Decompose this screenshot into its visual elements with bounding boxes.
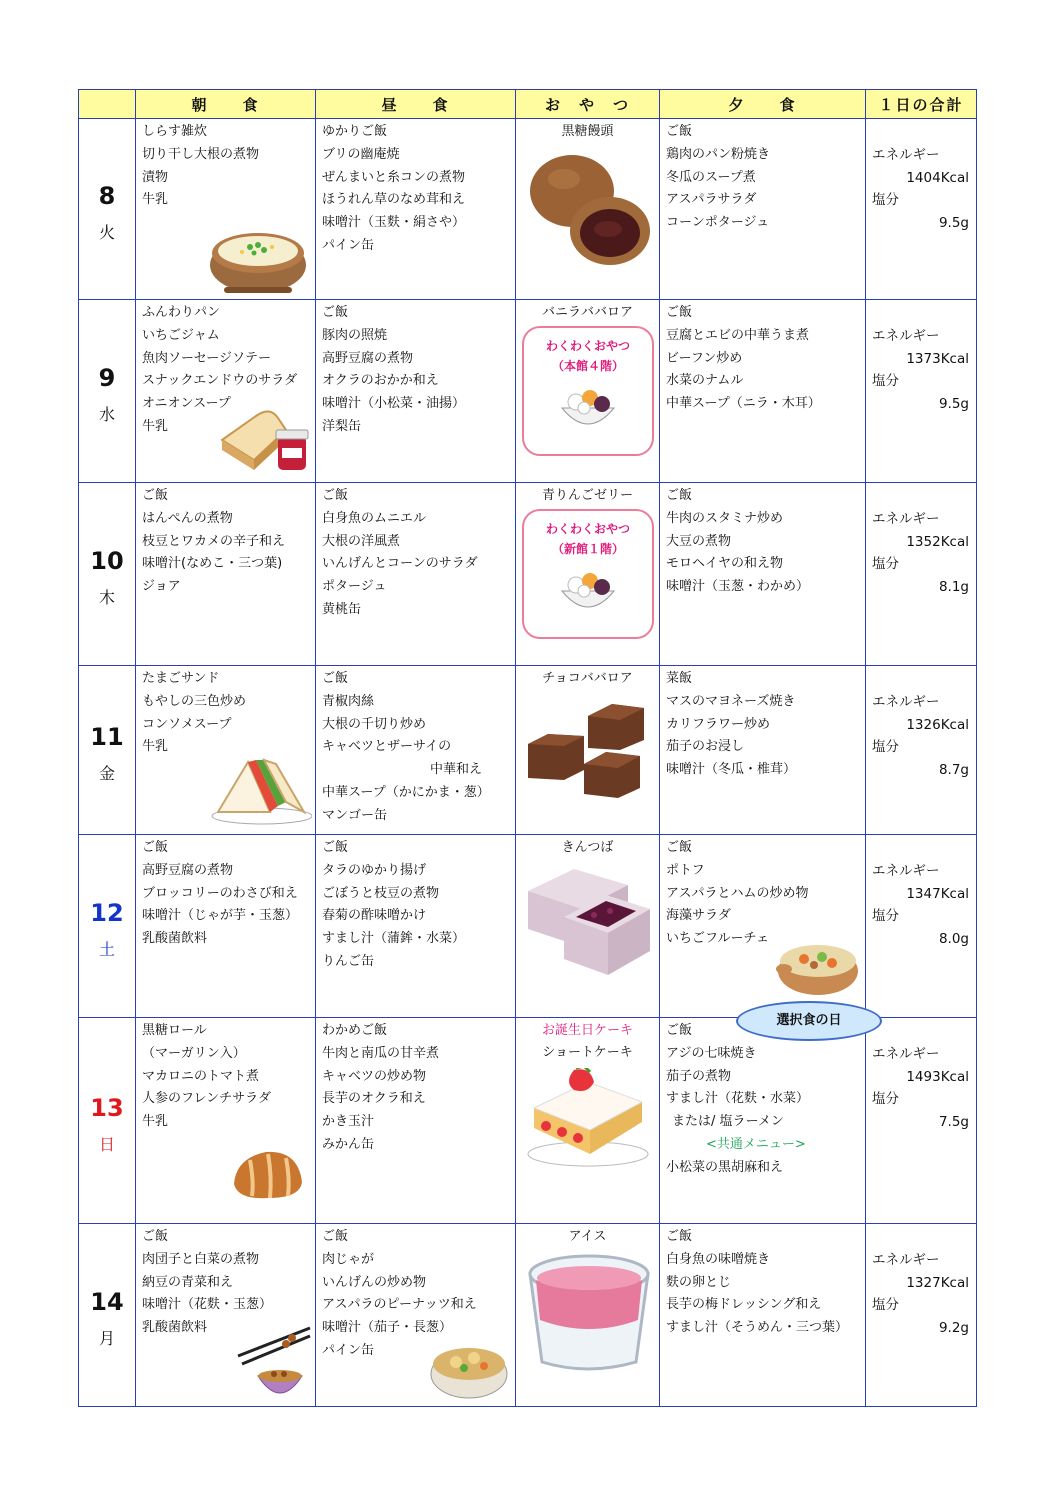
day-number: 9: [98, 364, 116, 392]
menu-item: ご飯: [666, 488, 693, 503]
menu-item: カリフラワー炒め: [666, 716, 771, 732]
menu-item: 海藻サラダ: [666, 908, 731, 924]
salt-label: 塩分: [872, 1297, 899, 1314]
menu-item: 洋梨缶: [322, 418, 362, 434]
day-cell: [79, 300, 136, 483]
menu-table: [78, 89, 977, 1407]
menu-item: かき玉汁: [322, 1114, 375, 1130]
menu-item: 味噌汁（玉麩・絹さや）: [322, 215, 466, 231]
snack-name: 青りんごゼリー: [541, 488, 633, 503]
menu-item: ご飯: [666, 1023, 693, 1038]
menu-item: 豆腐とエビの中華うま煮: [666, 327, 810, 343]
menu-item: 牛乳: [142, 418, 169, 434]
menu-item: 春菊の酢味噌かけ: [322, 908, 427, 924]
day-of-week: 土: [98, 940, 115, 959]
menu-item: ご飯: [322, 488, 349, 503]
energy-label: エネルギー: [872, 1251, 940, 1268]
menu-item: もやしの三色炒め: [142, 693, 247, 709]
energy-value: 1347Kcal: [906, 885, 969, 902]
menu-item: 人参のフレンチサラダ: [142, 1091, 272, 1107]
day-cell: [79, 666, 136, 835]
menu-item: ご飯: [142, 840, 169, 855]
salt-value: 8.7g: [938, 762, 969, 779]
header-snack: お や つ: [516, 90, 660, 119]
menu-item: オニオンスープ: [142, 396, 231, 412]
salt-value: 9.5g: [938, 215, 969, 232]
total-cell: [866, 300, 977, 483]
menu-item: 茄子のお浸し: [666, 739, 745, 755]
snack-name: ショートケーキ: [542, 1045, 633, 1060]
menu-item: 味噌汁（小松菜・油揚）: [322, 396, 466, 412]
salt-value: 9.5g: [938, 396, 969, 413]
day-number: 12: [90, 899, 124, 927]
snack-cell: [516, 483, 660, 666]
energy-value: 1493Kcal: [906, 1068, 969, 1085]
menu-item: ご飯: [666, 124, 693, 139]
menu-item: マカロニのトマト煮: [142, 1068, 260, 1084]
dinner-cell: [660, 119, 866, 300]
menu-item: 黄桃缶: [322, 601, 362, 617]
energy-label: エネルギー: [872, 327, 940, 344]
bread-roll-illustration: [230, 1142, 306, 1204]
breakfast-cell: [136, 1018, 316, 1224]
menu-item: ゆかりご飯: [322, 124, 388, 139]
menu-item: すまし汁（花麩・水菜）: [666, 1091, 810, 1107]
menu-item: 牛肉のスタミナ炒め: [666, 510, 784, 526]
menu-item: いちごフルーチェ: [666, 931, 770, 947]
energy-value: 1326Kcal: [906, 716, 969, 733]
menu-item: 水菜のナムル: [666, 373, 744, 389]
menu-item: オクラのおかか和え: [322, 373, 439, 389]
header-row: [79, 90, 977, 119]
day-row-12: [79, 835, 977, 1018]
menu-item: 麩の卵とじ: [666, 1274, 732, 1290]
energy-value: 1327Kcal: [906, 1274, 969, 1291]
menu-item: アスパラサラダ: [666, 192, 757, 208]
menu-item: ご飯: [666, 840, 693, 855]
menu-item: いちごジャム: [142, 327, 220, 343]
menu-item: 長芋のオクラ和え: [322, 1091, 426, 1107]
breakfast-cell: [136, 1224, 316, 1407]
menu-item: ご飯: [322, 840, 349, 855]
lunch-cell: [316, 483, 516, 666]
menu-item: わかめご飯: [322, 1023, 388, 1038]
ice-cream-cup-illustration: [524, 1252, 654, 1376]
dinner-cell: [660, 1224, 866, 1407]
day-of-week: 木: [98, 588, 115, 607]
menu-item: 漬物: [142, 169, 169, 185]
lunch-cell: [316, 666, 516, 835]
menu-item: または/ 塩ラーメン: [672, 1114, 784, 1130]
menu-item: （マーガリン入）: [142, 1045, 246, 1061]
menu-item: 味噌汁（花麩・玉葱）: [142, 1297, 273, 1313]
waku-event-box: [522, 326, 654, 456]
salt-label: 塩分: [872, 1091, 899, 1108]
dinner-cell: [660, 1018, 866, 1224]
snack-name: 黒糖饅頭: [561, 124, 614, 139]
snack-cell: [516, 1224, 660, 1407]
energy-label: エネルギー: [872, 862, 940, 879]
day-of-week: 火: [98, 223, 115, 242]
menu-item: 牛乳: [142, 192, 169, 208]
menu-item: ブロッコリーのわさび和え: [142, 885, 298, 901]
menu-item: ご飯: [142, 1229, 169, 1244]
menu-item: 菜飯: [666, 671, 693, 686]
egg-sandwich-illustration: [208, 754, 312, 826]
day-of-week: 日: [98, 1134, 115, 1154]
snack-name: バニラババロア: [541, 305, 633, 320]
menu-item: ご飯: [322, 305, 349, 320]
lunch-cell: [316, 300, 516, 483]
snack-name: チョコババロア: [542, 671, 633, 686]
menu-item: 乳酸菌飲料: [142, 1320, 208, 1336]
day-row-10: [79, 483, 977, 666]
menu-item: キャベツの炒め物: [322, 1068, 427, 1084]
day-cell: [79, 835, 136, 1018]
menu-item: 味噌汁（じゃが芋・玉葱）: [142, 908, 299, 924]
menu-item: 鶏肉のパン粉焼き: [666, 146, 771, 162]
salt-label: 塩分: [872, 192, 899, 209]
salt-label: 塩分: [872, 739, 899, 756]
lunch-cell: [316, 1018, 516, 1224]
menu-item: 中華和え: [430, 762, 483, 778]
menu-item: 茄子の煮物: [666, 1068, 732, 1084]
event-location: （本館４階）: [551, 359, 624, 373]
menu-item: 中華スープ（ニラ・木耳）: [666, 396, 821, 412]
selection-meal-day-badge: 選択食の日: [736, 1001, 882, 1041]
menu-item: アスパラのピーナッツ和え: [322, 1297, 477, 1313]
menu-item: ポタージュ: [322, 579, 387, 595]
menu-item: しらす雑炊: [142, 124, 208, 139]
menu-item: モロヘイヤの和え物: [666, 556, 784, 572]
menu-item: 大根の洋風煮: [322, 533, 401, 549]
menu-item: 冬瓜のスープ煮: [666, 169, 756, 185]
menu-item: 中華スープ（かにかま・葱）: [322, 784, 490, 800]
header-breakfast: 朝 食: [136, 90, 316, 119]
day-row-14: [79, 1224, 977, 1407]
snack-cell: [516, 835, 660, 1018]
menu-item: 味噌汁（茄子・長葱）: [322, 1320, 453, 1336]
shortcake-illustration: [524, 1068, 652, 1170]
menu-item: ほうれん草のなめ茸和え: [322, 192, 466, 208]
menu-item: ビーフン炒め: [666, 350, 743, 366]
menu-item: パイン缶: [322, 1342, 375, 1358]
menu-item: 牛乳: [142, 1114, 169, 1130]
total-cell: [866, 483, 977, 666]
menu-item: 味噌汁(なめこ・三つ葉): [142, 556, 283, 572]
day-cell: [79, 483, 136, 666]
day-number: 13: [90, 1093, 124, 1122]
energy-value: 1404Kcal: [906, 169, 969, 186]
kintsuba-illustration: [524, 865, 654, 981]
menu-item: ぜんまいと糸コンの煮物: [322, 169, 466, 185]
header-total: １日の合計: [866, 90, 977, 119]
salt-label: 塩分: [872, 373, 899, 390]
day-cell: [79, 1018, 136, 1224]
menu-item: ご飯: [142, 488, 169, 503]
menu-item: 青椒肉絲: [322, 693, 375, 709]
menu-item: ご飯: [666, 305, 693, 320]
dinner-cell: [660, 300, 866, 483]
menu-item: キャベツとザーサイの: [322, 739, 452, 755]
breakfast-cell: [136, 666, 316, 835]
day-of-week: 金: [98, 764, 115, 783]
day-row-13: [79, 1018, 977, 1224]
day-of-week: 月: [98, 1329, 115, 1348]
breakfast-cell: [136, 119, 316, 300]
menu-item: 味噌汁（冬瓜・椎茸）: [666, 762, 797, 778]
total-cell: [866, 835, 977, 1018]
birthday-cake-label: お誕生日ケーキ: [541, 1023, 633, 1038]
chocolate-bavarois-illustration: [522, 700, 656, 800]
dinner-cell: [660, 666, 866, 835]
lunch-cell: [316, 119, 516, 300]
menu-item: 高野豆腐の煮物: [322, 350, 414, 366]
day-number: 10: [90, 547, 124, 575]
menu-item: ご飯: [322, 1229, 349, 1244]
menu-item: いんげんとコーンのサラダ: [322, 556, 478, 572]
lunch-cell: [316, 1224, 516, 1407]
rice-porridge-illustration: [206, 217, 310, 297]
total-cell: [866, 666, 977, 835]
menu-item: 大根の千切り炒め: [322, 716, 427, 732]
snack-cell: [516, 666, 660, 835]
energy-label: エネルギー: [872, 693, 940, 710]
menu-item: パイン缶: [322, 237, 375, 253]
menu-item: いんげんの炒め物: [322, 1274, 427, 1290]
menu-item: 肉じゃが: [322, 1251, 375, 1267]
day-cell: [79, 1224, 136, 1407]
snack-name: きんつば: [561, 840, 614, 855]
salt-value: 8.1g: [938, 579, 969, 596]
menu-item: 納豆の青菜和え: [142, 1274, 234, 1290]
menu-item: ごぼうと枝豆の煮物: [322, 885, 440, 901]
menu-item: はんぺんの煮物: [142, 510, 233, 526]
total-cell: [866, 119, 977, 300]
dinner-cell: [660, 835, 866, 1018]
menu-item: 肉団子と白菜の煮物: [142, 1251, 260, 1267]
event-title: わくわくおやつ: [545, 339, 630, 353]
menu-item: ジョア: [142, 579, 181, 595]
energy-label: エネルギー: [872, 510, 940, 527]
day-row-8: [79, 119, 977, 300]
menu-item: 長芋の梅ドレッシング和え: [666, 1297, 822, 1313]
sweets-bowl-illustration: [556, 380, 620, 436]
menu-item: 黒糖ロール: [142, 1023, 207, 1038]
menu-item: 切り干し大根の煮物: [142, 146, 260, 162]
day-number: 11: [90, 723, 124, 751]
menu-item: マスのマヨネーズ焼き: [666, 693, 796, 709]
dinner-cell: [660, 483, 866, 666]
waku-event-box: [522, 509, 654, 639]
sweets-bowl-illustration: [556, 563, 620, 619]
header-blank: [79, 90, 136, 119]
menu-item: 小松菜の黒胡麻和え: [666, 1159, 784, 1175]
day-of-week: 水: [98, 405, 115, 424]
header-lunch: 昼 食: [316, 90, 516, 119]
energy-value: 1352Kcal: [906, 533, 969, 550]
menu-item: すまし汁（そうめん・三つ葉）: [666, 1320, 849, 1336]
menu-item: すまし汁（蒲鉾・水菜）: [322, 931, 466, 947]
menu-item: ふんわりパン: [142, 305, 221, 320]
breakfast-cell: [136, 483, 316, 666]
menu-item: ブリの幽庵焼: [322, 146, 400, 162]
snack-cell: [516, 119, 660, 300]
menu-item: 牛肉と南瓜の甘辛煮: [322, 1045, 440, 1061]
day-cell: [79, 119, 136, 300]
day-row-9: [79, 300, 977, 483]
energy-value: 1373Kcal: [906, 350, 969, 367]
lunch-cell: [316, 835, 516, 1018]
menu-item: 大豆の煮物: [666, 533, 732, 549]
menu-item: みかん缶: [322, 1136, 375, 1152]
menu-item: スナックエンドウのサラダ: [142, 373, 298, 389]
energy-label: エネルギー: [872, 146, 940, 163]
menu-item: ポトフ: [666, 862, 705, 878]
energy-label: エネルギー: [872, 1045, 940, 1062]
salt-label: 塩分: [872, 556, 899, 573]
menu-item: コンソメスープ: [142, 716, 232, 732]
menu-item: 味噌汁（玉葱・わかめ）: [666, 579, 810, 595]
salt-value: 9.2g: [938, 1320, 969, 1337]
menu-item: たまごサンド: [142, 671, 220, 686]
total-cell: [866, 1018, 977, 1224]
day-number: 8: [98, 182, 116, 210]
menu-item: アジの七味焼き: [666, 1045, 757, 1061]
event-location: （新館１階）: [551, 542, 624, 556]
menu-item: 乳酸菌飲料: [142, 931, 208, 947]
menu-item: ご飯: [666, 1229, 693, 1244]
salt-value: 7.5g: [938, 1114, 969, 1131]
menu-item: 白身魚の味噌焼き: [666, 1251, 771, 1267]
total-cell: [866, 1224, 977, 1407]
menu-item: 枝豆とワカメの辛子和え: [142, 533, 286, 549]
breakfast-cell: [136, 300, 316, 483]
menu-item: タラのゆかり揚げ: [322, 862, 427, 878]
common-menu-note: <共通メニュー>: [706, 1136, 806, 1152]
menu-item: マンゴー缶: [322, 807, 388, 823]
menu-item: ご飯: [322, 671, 349, 686]
snack-cell: [516, 300, 660, 483]
menu-item: 魚肉ソーセージソテー: [142, 350, 271, 366]
menu-item: 白身魚のムニエル: [322, 510, 427, 526]
menu-item: 牛乳: [142, 739, 169, 755]
menu-item: 高野豆腐の煮物: [142, 862, 234, 878]
header-dinner: 夕 食: [660, 90, 866, 119]
menu-item: 豚肉の照焼: [322, 327, 388, 343]
day-number: 14: [90, 1288, 124, 1316]
day-row-11: [79, 666, 977, 835]
salt-label: 塩分: [872, 908, 899, 925]
menu-item: コーンポタージュ: [666, 215, 770, 231]
menu-item: りんご缶: [322, 953, 375, 969]
snack-name: アイス: [568, 1229, 607, 1244]
breakfast-cell: [136, 835, 316, 1018]
snack-cell: [516, 1018, 660, 1224]
salt-value: 8.0g: [938, 931, 969, 948]
event-title: わくわくおやつ: [545, 522, 630, 536]
brown-sugar-bun-illustration: [524, 147, 654, 271]
menu-item: アスパラとハムの炒め物: [666, 885, 809, 901]
